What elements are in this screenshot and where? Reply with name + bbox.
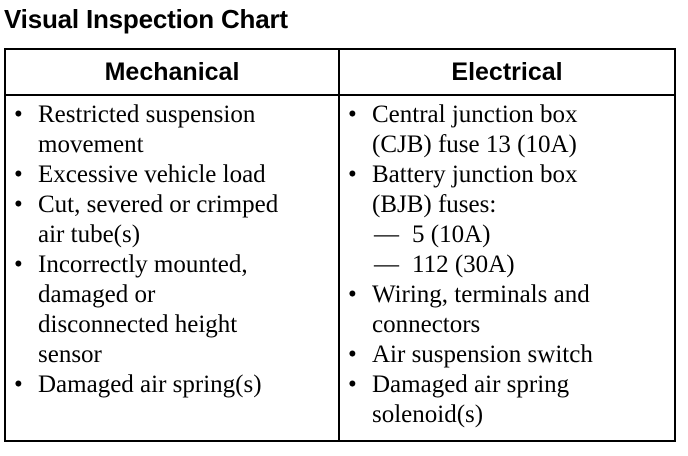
list-item: [14, 100, 332, 160]
item-line: Central junction box: [372, 101, 578, 128]
list-item: [348, 280, 668, 340]
bullet-icon: •: [14, 161, 23, 188]
bullet-icon: •: [348, 371, 357, 398]
bullet-icon: •: [348, 341, 357, 368]
item-line: damaged or: [38, 281, 156, 308]
list-item: [348, 340, 668, 370]
item-line: air tube(s): [38, 221, 141, 248]
bullet-icon: •: [14, 371, 23, 398]
electrical-column: [340, 96, 674, 440]
bjb-fuse-sub-item: [372, 250, 668, 280]
page-title: Visual Inspection Chart: [4, 4, 288, 34]
item-line: (BJB) fuses:: [372, 191, 497, 218]
fuse-value: 5 (10A): [412, 221, 491, 248]
electrical-header: Electrical: [340, 50, 674, 96]
visual-inspection-table: [4, 48, 676, 442]
dash-glyph: —: [374, 221, 399, 248]
item-line: Damaged air spring: [372, 371, 570, 398]
dash-glyph: —: [374, 251, 399, 278]
item-line: connectors: [372, 311, 481, 338]
item-line: Damaged air spring(s): [38, 371, 262, 398]
bullet-icon: •: [348, 101, 357, 128]
bullet-icon: •: [14, 191, 23, 218]
item-line: Air suspension switch: [372, 341, 593, 368]
bullet-icon: •: [348, 281, 357, 308]
bullet-icon: •: [14, 101, 23, 128]
list-item: [14, 250, 332, 370]
item-line: Wiring, terminals and: [372, 281, 590, 308]
list-item: [14, 190, 332, 250]
fuse-value: 112 (30A): [412, 251, 515, 278]
item-line: Excessive vehicle load: [38, 161, 266, 188]
item-line: (CJB) fuse 13 (10A): [372, 131, 577, 158]
list-item: [348, 370, 668, 430]
item-line: sensor: [38, 341, 102, 368]
item-line: solenoid(s): [372, 401, 484, 428]
list-item: [14, 370, 332, 400]
list-item: [348, 100, 668, 160]
item-line: Battery junction box: [372, 161, 578, 188]
bullet-icon: •: [348, 161, 357, 188]
mechanical-column: [6, 96, 340, 440]
mechanical-header: Mechanical: [6, 50, 340, 96]
bjb-fuse-sub-item: [372, 220, 668, 250]
list-item: [348, 160, 668, 280]
item-line: disconnected height: [38, 311, 238, 338]
item-line: movement: [38, 131, 144, 158]
item-line: Restricted suspension: [38, 101, 256, 128]
electrical-list: [348, 100, 668, 430]
mechanical-list: [14, 100, 332, 400]
item-line: Cut, severed or crimped: [38, 191, 279, 218]
list-item: [14, 160, 332, 190]
item-line: Incorrectly mounted,: [38, 251, 248, 278]
bullet-icon: •: [14, 251, 23, 278]
